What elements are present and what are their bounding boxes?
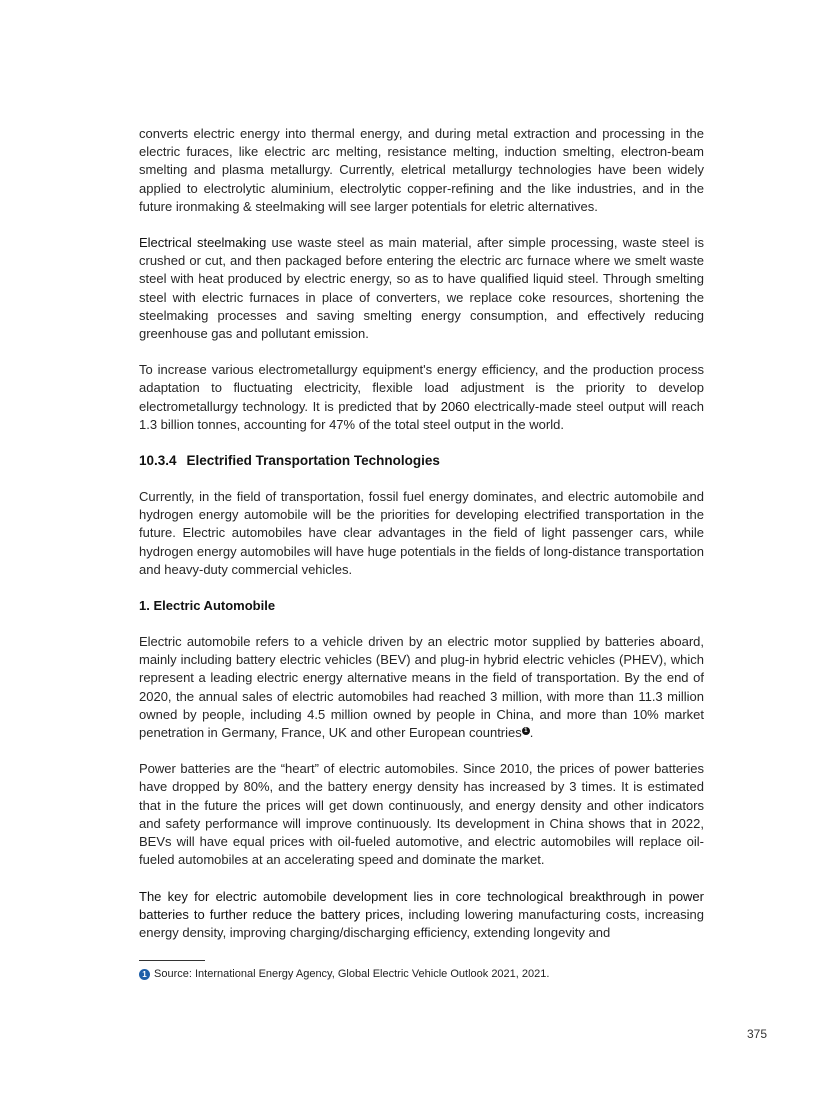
paragraph-energy-efficiency	[139, 361, 704, 434]
footnote-divider	[139, 960, 205, 961]
page-body	[139, 125, 704, 942]
footnote	[139, 967, 549, 981]
paragraph-power-batteries: Power batteries are the “heart” of electric automobiles. Since 2010, the prices of power batteries have dropped by 80%, and the battery energy density has increased by 3 times. It is estimated that in the future the prices will get down continuously, and energy density and other indicators and safety performance will improve continuously. Its development in China shows that in 2022, BEVs will have equal prices with oil-fueled automotive, and electric automobiles will replace oil-fueled automobiles at an accelerating speed and dominate the market.	[139, 761, 704, 868]
footnote-text: Source: International Energy Agency, Global Electric Vehicle Outlook 2021, 2021.	[154, 968, 550, 980]
term-electrical-steelmaking: Electrical steelmaking	[139, 235, 267, 251]
paragraph-text: .	[529, 725, 534, 741]
paragraph-electrical-steelmaking	[139, 234, 704, 343]
emphasis-key-development: The key for electric automobile development lies in core technological breakthrough in power batteries to further reduce the battery prices,	[139, 888, 704, 922]
section-title: Electrified Transportation Technologies	[186, 453, 440, 469]
page-number: 375	[747, 1027, 768, 1041]
paragraph-key-development	[139, 888, 704, 943]
paragraph-electric-automobile	[139, 633, 704, 742]
paragraph-text: including lowering manufacturing costs, increasing energy density, improving charging/discharging efficiency, extending longevity and	[139, 906, 704, 940]
paragraph-electric-metallurgy: converts electric energy into thermal energy, and during metal extraction and processing in the electric furaces, like electric arc melting, resistance melting, induction smelting, electron-beam smelting and plasma metallurgy. Currently, eletrical metallurgy technologies have been widely applied to electrolytic aluminium, electrolytic copper-refining and the like industries, and in the future ironmaking & steelmaking will see larger potentials for eletric alternatives.	[139, 126, 704, 214]
section-heading	[139, 452, 704, 470]
paragraph-text: Electric automobile refers to a vehicle driven by an electric motor supplied by batteries aboard, mainly including battery electric vehicles (BEV) and plug-in hybrid electric vehicles (PHEV), which represent a leading electric energy alternative means in the field of transportation. By the end of 2020, the annual sales of electric automobiles had reached 3 million, with more than 11.3 million owned by people, including 4.5 million owned by people in China, and more than 10% market penetration in Germany, France, UK and other European countries	[139, 634, 704, 741]
paragraph-transportation: Currently, in the field of transportation, fossil fuel energy dominates, and electric automobile and hydrogen energy automobile will be the priorities for developing electrified transportation in the future. Electric automobiles have clear advantages in the field of light passenger cars, while hydrogen energy automobiles will have huge potentials in the fields of long-distance transportation and heavy-duty commercial vehicles.	[139, 489, 704, 577]
section-number: 10.3.4	[139, 453, 177, 469]
footnote-reference-icon[interactable]: 1	[522, 727, 530, 735]
paragraph-text: To increase various electrometallurgy equipment's energy efficiency, and the production process adaptation to fluctuating electricity, flexible load adjustment is the priority to develop electrometallurgy technology. It is predicted that	[139, 362, 704, 414]
emphasis-by-2060: by 2060	[422, 398, 470, 414]
paragraph-text: use waste steel as main material, after simple processing, waste steel is crushed or cut, and then packaged before entering the electric arc furnace where we smelt waste steel with heat produced by electric energy, so as to have qualified liquid steel. Through smelting steel with electric furnaces in place of converters, we replace coke resources, shortening the steelmaking processes and saving smelting energy consumption, and effectively reducing greenhouse gas and pollutant emission.	[139, 235, 704, 342]
footnote-number-icon: 1	[139, 969, 150, 980]
subsection-heading: 1. Electric Automobile	[139, 598, 276, 614]
paragraph-text: electrically-made steel output will reach 1.3 billion tonnes, accounting for 47% of the total steel output in the world.	[139, 398, 704, 432]
